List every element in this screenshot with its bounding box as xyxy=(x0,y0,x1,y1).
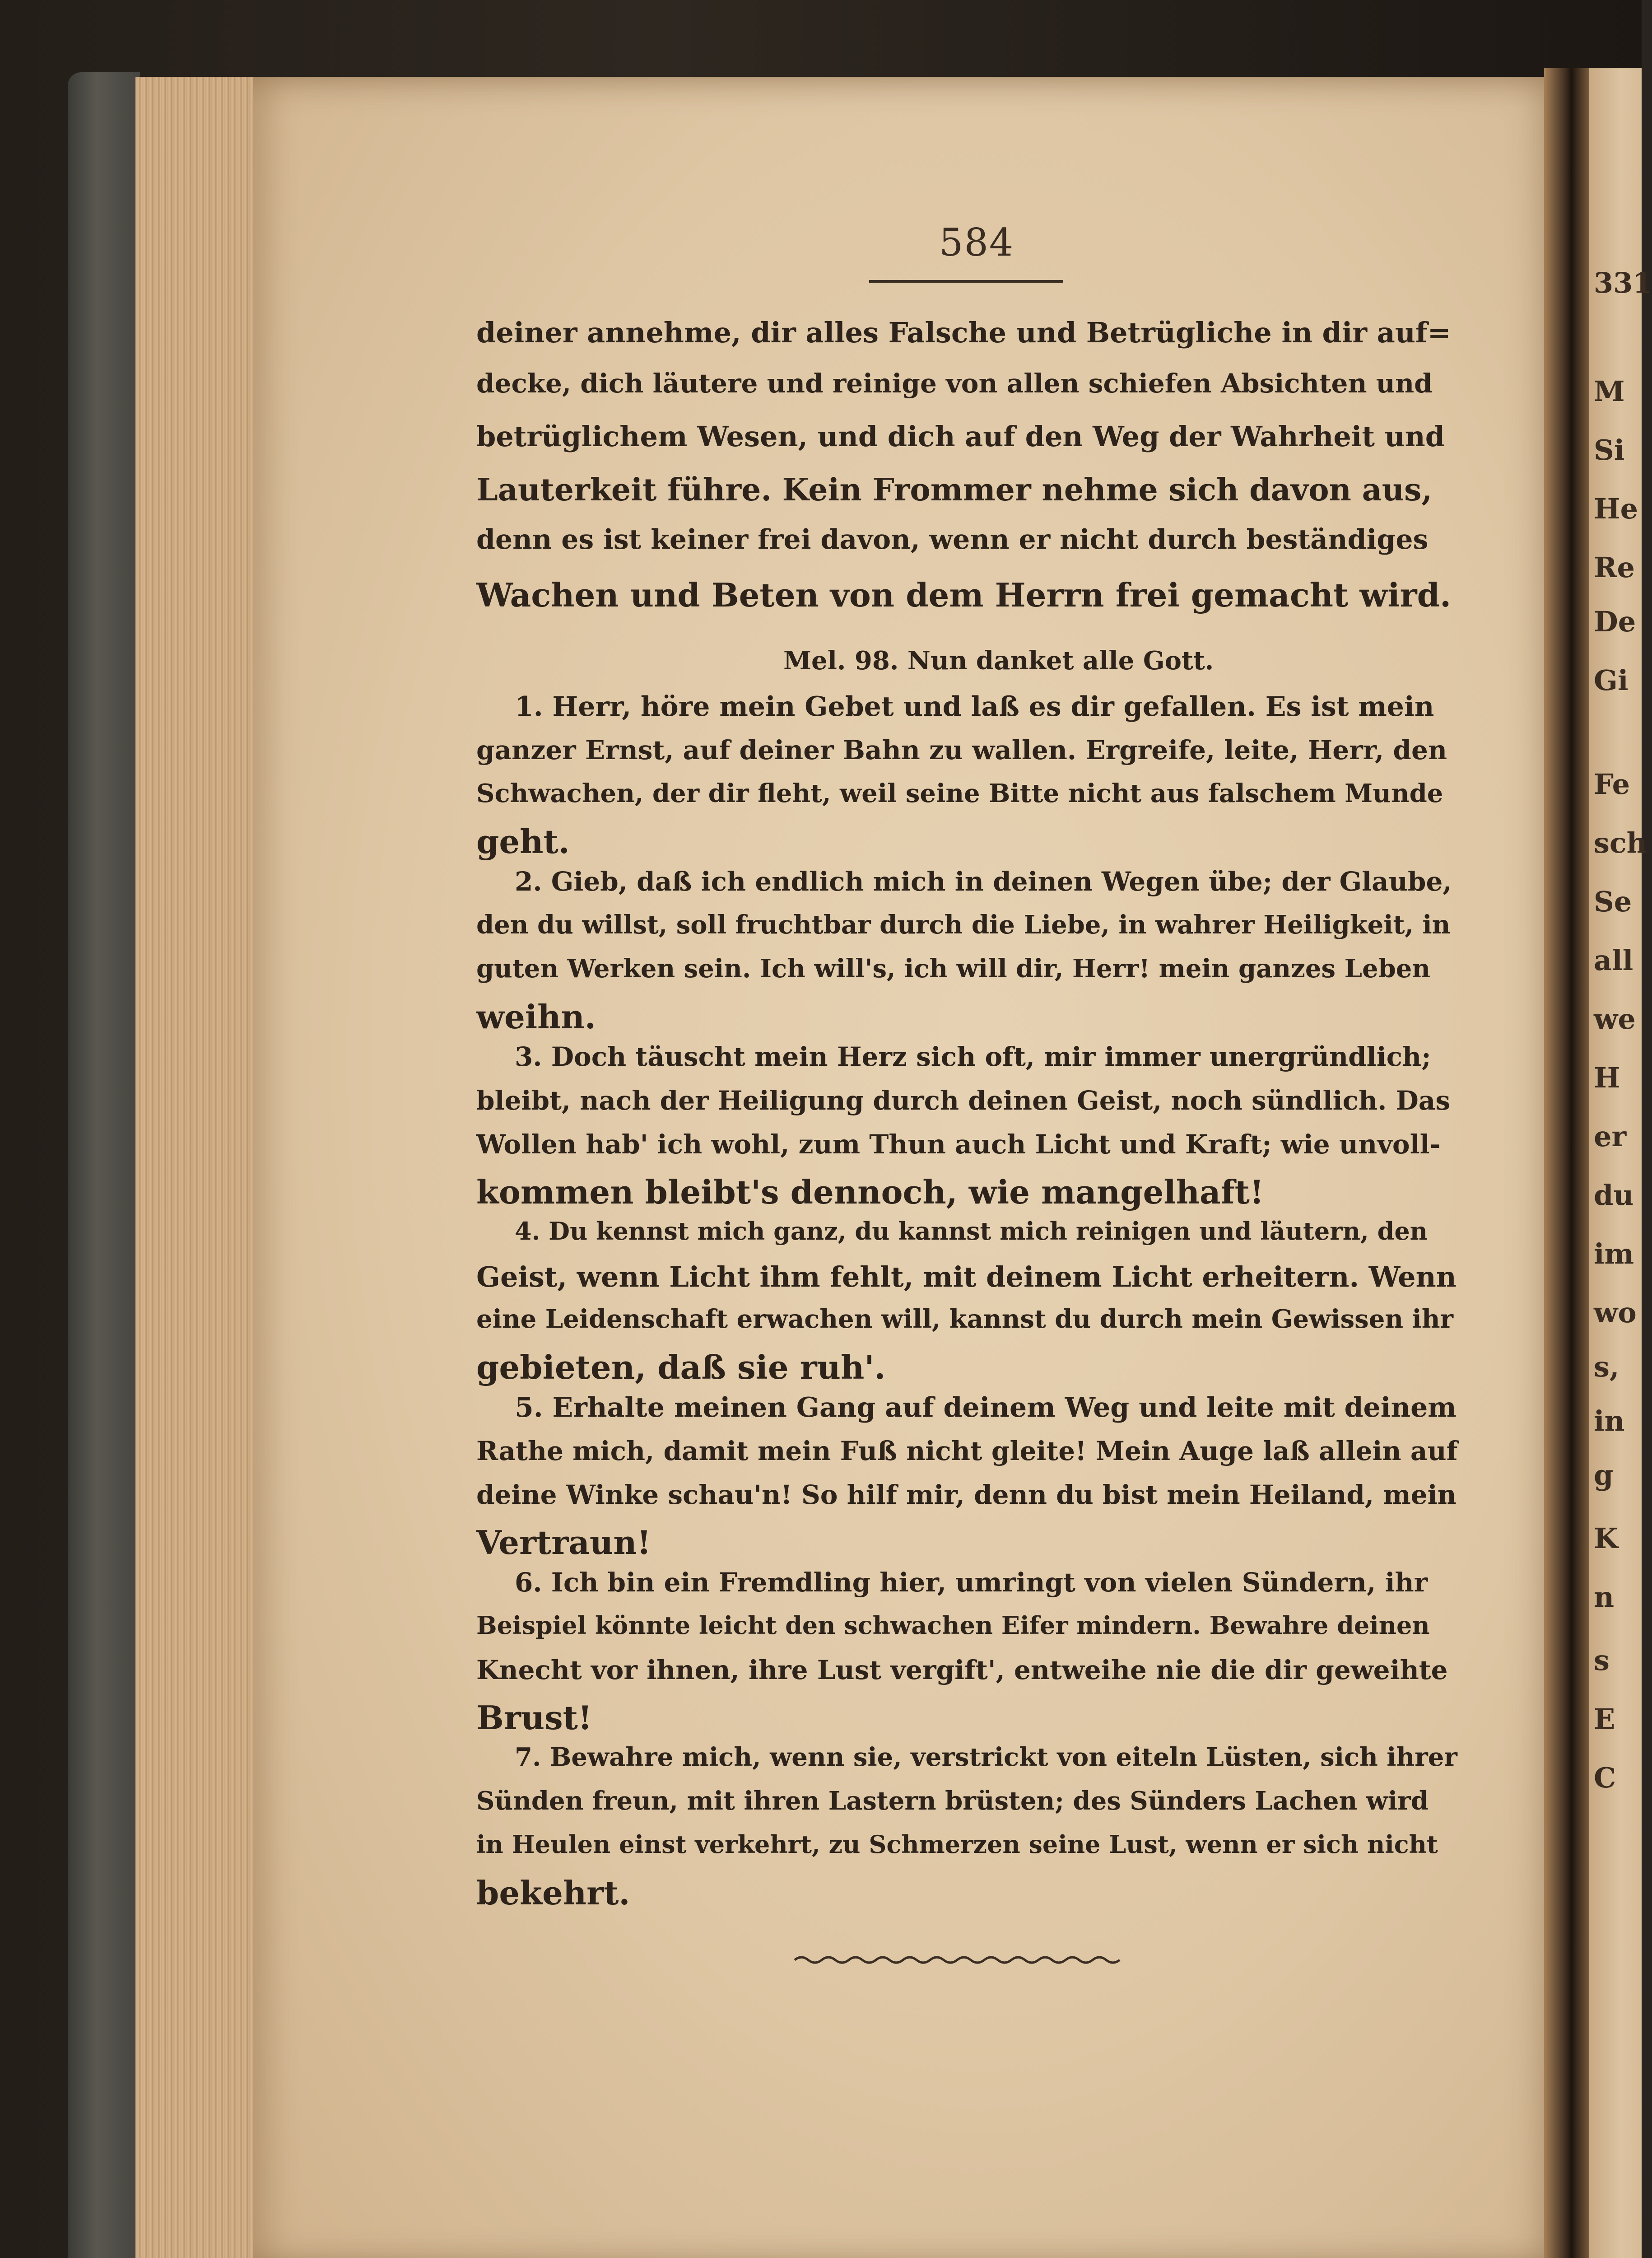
facing-page-text: De xyxy=(1594,605,1636,638)
hymn-line: 5. Erhalte meinen Gang auf deinem Weg und leite mit deinem xyxy=(515,1392,1457,1423)
end-ornament xyxy=(795,1951,1120,1969)
intro-line: Lauterkeit führe. Kein Frommer nehme sich davon aus, xyxy=(476,472,1433,508)
facing-page-text: s, xyxy=(1594,1350,1619,1383)
facing-page-text: in xyxy=(1594,1404,1625,1437)
facing-page-text: we xyxy=(1594,1003,1636,1036)
facing-page-text: wo xyxy=(1594,1296,1637,1329)
facing-page-text: K xyxy=(1594,1522,1618,1555)
hymn-line: Vertraun! xyxy=(476,1523,651,1562)
header-rule xyxy=(869,280,1063,283)
hymn-line: Brust! xyxy=(476,1698,592,1737)
hymn-line: Schwachen, der dir fleht, weil seine Bitte nicht aus falschem Munde xyxy=(476,779,1443,808)
intro-line: betrüglichem Wesen, und dich auf den Weg der Wahrheit und xyxy=(476,420,1445,453)
intro-line: deiner annehme, dir alles Falsche und Betrügliche in dir auf= xyxy=(476,316,1451,349)
hymn-line: Wollen hab' ich wohl, zum Thun auch Licht und Kraft; wie unvoll- xyxy=(476,1129,1441,1160)
facing-page-text: Si xyxy=(1594,434,1625,467)
hymn-line: Knecht vor ihnen, ihre Lust vergift', entweihe nie die dir geweihte xyxy=(476,1655,1448,1685)
facing-page-text: du xyxy=(1594,1179,1634,1212)
hymn-line: Sünden freun, mit ihren Lastern brüsten; des Sünders Lachen wird xyxy=(476,1786,1429,1816)
hymn-line: Rathe mich, damit mein Fuß nicht gleite! Mein Auge laß allein auf xyxy=(476,1436,1458,1466)
hymn-line: kommen bleibt's dennoch, wie mangelhaft! xyxy=(476,1173,1264,1211)
intro-line: Wachen und Beten von dem Herrn frei gemacht wird. xyxy=(476,576,1452,614)
hymn-line: 7. Bewahre mich, wenn sie, verstrickt von eiteln Lüsten, sich ihrer xyxy=(515,1742,1457,1772)
hymn-line: Geist, wenn Licht ihm fehlt, mit deinem Licht erheitern. Wenn xyxy=(476,1260,1457,1293)
facing-page-text: g xyxy=(1594,1459,1614,1492)
page-number: 584 xyxy=(939,220,1014,265)
melody-heading: Mel. 98. Nun danket alle Gott. xyxy=(783,646,1214,676)
facing-page-text: Se xyxy=(1594,885,1632,918)
facing-page-text: M xyxy=(1594,375,1625,408)
hymn-line: weihn. xyxy=(476,998,596,1036)
hymn-line: ganzer Ernst, auf deiner Bahn zu wallen. Ergreife, leite, Herr, den xyxy=(476,735,1447,765)
intro-line: decke, dich läutere und reinige von allen schiefen Absichten und xyxy=(476,368,1433,399)
facing-page-text: H xyxy=(1594,1061,1620,1094)
hymn-line: 2. Gieb, daß ich endlich mich in deinen Wegen übe; der Glaube, xyxy=(515,866,1452,897)
hymn-line: 6. Ich bin ein Fremdling hier, umringt von vielen Sündern, ihr xyxy=(515,1567,1428,1598)
facing-page-text: Re xyxy=(1594,551,1635,584)
hymn-line: den du willst, soll fruchtbar durch die Liebe, in wahrer Heiligkeit, in xyxy=(476,910,1451,940)
hymn-line: guten Werken sein. Ich will's, ich will dir, Herr! mein ganzes Leben xyxy=(476,954,1431,984)
hymn-line: bekehrt. xyxy=(476,1874,630,1912)
facing-page-text: Fe xyxy=(1594,768,1630,801)
hymn-line: geht. xyxy=(476,822,570,861)
facing-page-text: s xyxy=(1594,1644,1610,1677)
hymn-line: Beispiel könnte leicht den schwachen Eifer mindern. Bewahre deinen xyxy=(476,1611,1430,1640)
hymn-line: 3. Doch täuscht mein Herz sich oft, mir immer unergründlich; xyxy=(515,1041,1431,1072)
facing-page-text: He xyxy=(1594,492,1638,525)
facing-page-text: Gi xyxy=(1594,664,1629,697)
facing-page-text: sch xyxy=(1594,826,1647,859)
hymn-line: 1. Herr, höre mein Gebet und laß es dir gefallen. Es ist mein xyxy=(515,691,1434,723)
facing-page-text: er xyxy=(1594,1120,1627,1153)
hymn-line: 4. Du kennst mich ganz, du kannst mich reinigen und läutern, den xyxy=(515,1217,1428,1246)
hymn-line: gebieten, daß sie ruh'. xyxy=(476,1348,886,1386)
intro-line: denn es ist keiner frei davon, wenn er nicht durch beständiges xyxy=(476,524,1429,555)
facing-page-text: im xyxy=(1594,1237,1634,1270)
facing-page-text: all xyxy=(1594,944,1633,977)
hymn-line: deine Winke schau'n! So hilf mir, denn du bist mein Heiland, mein xyxy=(476,1479,1457,1510)
facing-page-text: n xyxy=(1594,1581,1615,1614)
hymn-line: eine Leidenschaft erwachen will, kannst du durch mein Gewissen ihr xyxy=(476,1304,1454,1334)
facing-page-text: 331 xyxy=(1594,266,1652,299)
facing-page-text: E xyxy=(1594,1703,1615,1735)
facing-page-text: C xyxy=(1594,1761,1616,1794)
hymn-line: bleibt, nach der Heiligung durch deinen Geist, noch sündlich. Das xyxy=(476,1085,1451,1116)
hymn-line: in Heulen einst verkehrt, zu Schmerzen seine Lust, wenn er sich nicht xyxy=(476,1830,1438,1859)
